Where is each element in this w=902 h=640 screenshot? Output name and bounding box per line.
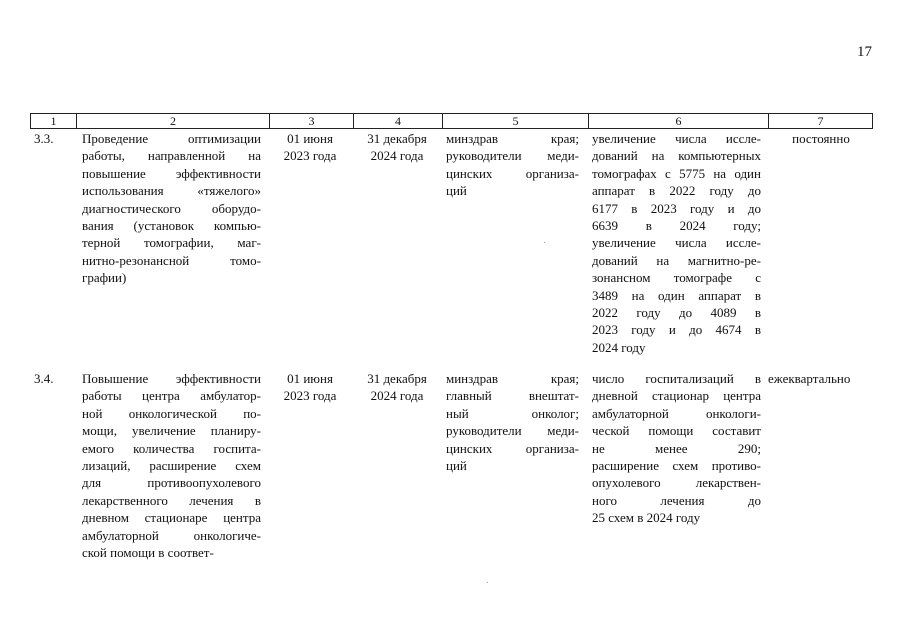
start-date — [274, 370, 346, 405]
text-line: главный внештат- — [446, 388, 579, 404]
text-line: Проведение оптимизации — [82, 131, 261, 146]
text-line: цинских организа- — [446, 440, 579, 456]
text-line: увеличение числа иссле- — [592, 235, 761, 251]
header-col-6: 6 — [588, 114, 768, 128]
text-line: работы, направленной на — [82, 148, 261, 164]
header-col-4: 4 — [353, 114, 442, 128]
text-line: 6639 в 2024 году; — [592, 217, 761, 233]
text-line: емого количества госпита- — [82, 440, 261, 456]
table-header-row — [30, 113, 873, 129]
text-line: зонансном томографе с — [592, 270, 761, 286]
header-col-1: 1 — [50, 114, 57, 128]
row-number: 3.4. — [34, 371, 54, 386]
text-line: лизаций, расширение схем — [82, 457, 261, 473]
text-line: ного лечения до — [592, 492, 761, 508]
text-line: ческой помощи составит — [592, 423, 761, 439]
period-text: ежеквартально — [768, 371, 851, 386]
text-line: 01 июня — [287, 131, 333, 146]
text-line: дований на магнитно-ре- — [592, 252, 761, 268]
page-number: 17 — [857, 44, 872, 60]
end-date — [357, 370, 437, 405]
text-line: ной онкологической по- — [82, 405, 261, 421]
text-line: использования «тяжелого» — [82, 183, 261, 199]
text-line: лекарственного лечения в — [82, 492, 261, 508]
text-line: ций — [446, 457, 467, 473]
text-line: для противоопухолевого — [82, 475, 261, 491]
text-line: руководители меди- — [446, 148, 579, 164]
responsible-text — [446, 130, 579, 200]
text-line: 25 схем в 2024 году — [592, 510, 701, 526]
text-line: 01 июня — [287, 371, 333, 386]
text-line: 2024 года — [370, 388, 424, 404]
text-line: число госпитализаций в — [592, 371, 761, 386]
text-line: ный онколог; — [446, 405, 579, 421]
text-line: 2024 году — [592, 339, 646, 355]
text-line: дневном стационаре центра — [82, 510, 261, 526]
scan-speck — [544, 242, 545, 243]
text-line: мощи, увеличение планиру- — [82, 423, 261, 439]
scan-speck — [487, 582, 488, 583]
text-line: не менее 290; — [592, 440, 761, 456]
text-line: дневной стационар центра — [592, 388, 761, 404]
text-line: ций — [446, 183, 467, 199]
text-line: 6177 в 2023 году и до — [592, 200, 761, 216]
text-line: расширение схем противо- — [592, 457, 761, 473]
measure-text — [82, 130, 261, 287]
text-line: вания (установок компью- — [82, 217, 261, 233]
text-line: Повышение эффективности — [82, 371, 261, 386]
text-line: 2023 года — [283, 148, 337, 164]
text-line: аппарат в 2022 году до — [592, 183, 761, 199]
end-date — [357, 130, 437, 165]
text-line: 31 декабря — [367, 371, 427, 386]
text-line: диагностического оборудо- — [82, 200, 261, 216]
header-col-5: 5 — [442, 114, 588, 128]
text-line: дований на компьютерных — [592, 148, 761, 164]
period-text: постоянно — [792, 131, 850, 146]
header-col-3: 3 — [269, 114, 353, 128]
text-line: цинских организа- — [446, 165, 579, 181]
measure-text — [82, 370, 261, 561]
text-line: амбулаторной онкологиче- — [82, 527, 261, 543]
text-line: 2023 году и до 4674 в — [592, 322, 761, 338]
responsible-text — [446, 370, 579, 474]
text-line: графии) — [82, 270, 127, 286]
text-line: руководители меди- — [446, 423, 579, 439]
text-line: нитно-резонансной томо- — [82, 252, 261, 268]
text-line: терной томографии, маг- — [82, 235, 261, 251]
text-line: работы центра амбулатор- — [82, 388, 261, 404]
text-line: опухолевого лекарствен- — [592, 475, 761, 491]
text-line: 2023 года — [283, 388, 337, 404]
row-number: 3.3. — [34, 131, 54, 146]
text-line: минздрав края; — [446, 371, 579, 386]
text-line: томографах с 5775 на один — [592, 165, 761, 181]
text-line: 31 декабря — [367, 131, 427, 146]
text-line: 2024 года — [370, 148, 424, 164]
text-line: повышение эффективности — [82, 165, 261, 181]
start-date — [274, 130, 346, 165]
text-line: увеличение числа иссле- — [592, 131, 761, 146]
text-line: амбулаторной онкологи- — [592, 405, 761, 421]
result-text — [592, 370, 761, 527]
header-col-7: 7 — [768, 114, 872, 128]
text-line: минздрав края; — [446, 131, 579, 146]
result-text — [592, 130, 761, 356]
text-line: ской помощи в соответ- — [82, 544, 214, 560]
text-line: 2022 году до 4089 в — [592, 304, 761, 320]
text-line: 3489 на один аппарат в — [592, 287, 761, 303]
header-col-2: 2 — [76, 114, 269, 128]
